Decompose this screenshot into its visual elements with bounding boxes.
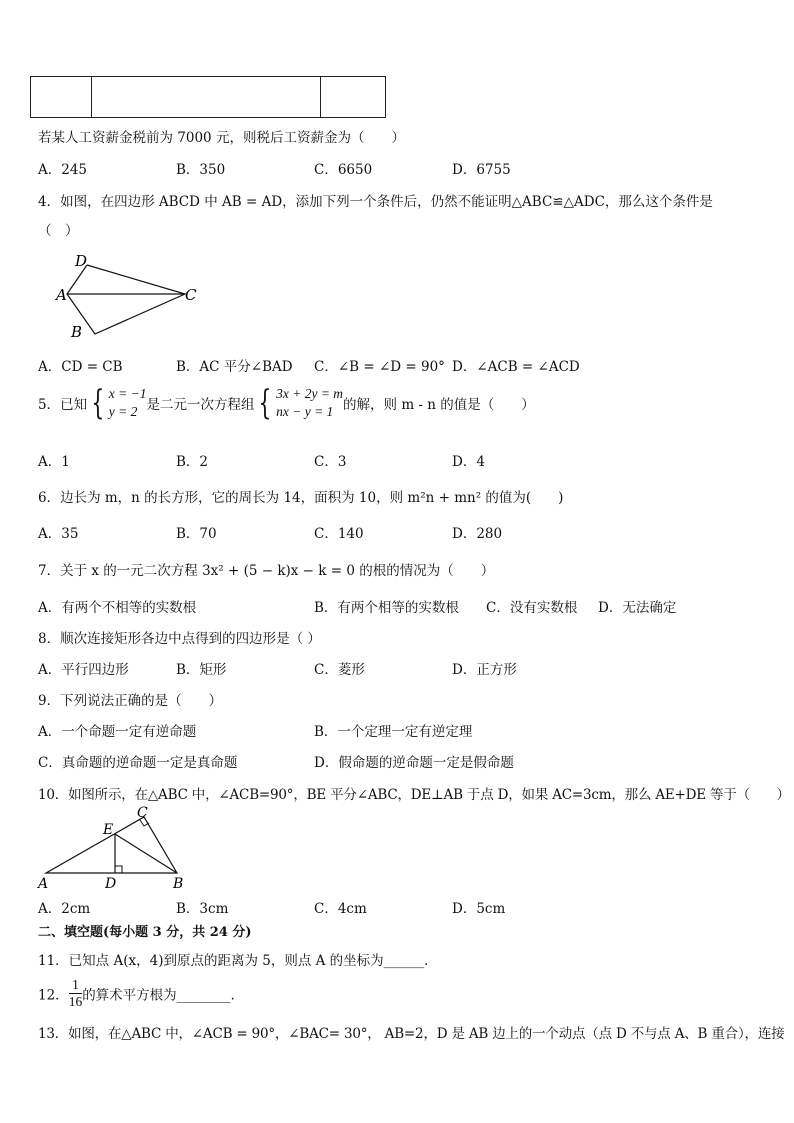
q10-option-d: D．5cm <box>452 901 506 917</box>
q12-suffix: 的算术平方根为________． <box>82 987 245 1004</box>
q8-option-b: B．矩形 <box>176 662 227 678</box>
q5-prefix: 5．已知 <box>38 397 88 413</box>
system-line: y = 2 <box>108 404 138 419</box>
left-brace: { <box>91 383 105 423</box>
q7-option-a: A．有两个不相等的实数根 <box>38 600 197 616</box>
q3-option-d: D．6755 <box>452 162 511 178</box>
q5-solution-system <box>109 385 147 421</box>
q7-option-b: B．有两个相等的实数根 <box>314 600 459 616</box>
q9-option-c: C．真命题的逆命题一定是真命题 <box>38 755 238 771</box>
q9-option-b: B．一个定理一定有逆定理 <box>314 724 473 740</box>
q3-option-c: C．6650 <box>314 162 373 178</box>
q7-stem: 7．关于 x 的一元二次方程 3x² + (5 − k)x − k = 0 的根的情况为（ ） <box>38 563 495 579</box>
q11-stem: 11．已知点 A(x，4)到原点的距离为 5，则点 A 的坐标为______． <box>38 953 438 969</box>
q9-option-d: D．假命题的逆命题一定是假命题 <box>314 755 514 771</box>
system-line: 3x + 2y = m <box>276 386 344 401</box>
q5-option-a: A．1 <box>38 454 70 470</box>
table-cell <box>92 77 321 118</box>
q10-option-c: C．4cm <box>314 901 367 917</box>
q5-stem <box>38 385 535 421</box>
system-line: nx − y = 1 <box>276 404 334 419</box>
tax-table-fragment <box>30 76 386 118</box>
label-d: D <box>75 252 88 270</box>
label-b: B <box>173 876 184 892</box>
q7-option-c: C．没有实数根 <box>486 600 578 616</box>
fraction-numerator: 1 <box>69 977 83 994</box>
q12-stem <box>38 977 244 1010</box>
q4-stem-cont: （ ） <box>38 223 79 239</box>
q3-stem: 若某人工资薪金税前为 7000 元，则税后工资薪金为（ ） <box>38 130 405 146</box>
q4-option-d: D．∠ACB = ∠ACD <box>452 359 580 375</box>
label-a: A <box>38 876 49 892</box>
quadrilateral-figure <box>55 248 215 344</box>
label-a: A <box>56 286 67 304</box>
q6-option-b: B．70 <box>176 526 217 542</box>
q6-option-a: A．35 <box>38 526 79 542</box>
label-e: E <box>103 822 114 838</box>
q9-stem: 9．下列说法正确的是（ ） <box>38 693 223 709</box>
q5-equation-system <box>276 385 343 421</box>
q4-option-b: B．AC 平分∠BAD <box>176 359 293 375</box>
q5-middle: 是二元一次方程组 <box>146 397 255 413</box>
section-heading: 二、填空题(每小题 3 分，共 24 分) <box>38 925 252 940</box>
system-line: x = −1 <box>108 386 147 401</box>
q8-option-a: A．平行四边形 <box>38 662 129 678</box>
label-c: C <box>137 805 148 821</box>
table-cell <box>31 77 92 118</box>
fraction <box>69 977 83 1010</box>
q10-option-a: A．2cm <box>38 901 91 917</box>
left-brace: { <box>258 383 272 423</box>
q7-option-d: D．无法确定 <box>598 600 677 616</box>
q12-prefix: 12． <box>38 987 69 1004</box>
q13-stem: 13．如图，在△ABC 中，∠ACB = 90°，∠BAC= 30°， AB=2，D 是 AB 边上的一个动点（点 D 不与点 A、B 重合），连接 <box>38 1026 785 1042</box>
q3-option-b: B．350 <box>176 162 226 178</box>
q5-option-d: D．4 <box>452 454 485 470</box>
q8-stem: 8．顺次连接矩形各边中点得到的四边形是（ ） <box>38 631 321 647</box>
q9-option-a: A．一个命题一定有逆命题 <box>38 724 197 740</box>
q4-option-c: C．∠B = ∠D = 90° <box>314 359 445 375</box>
q5-option-b: B．2 <box>176 454 209 470</box>
fraction-denominator: 16 <box>68 994 83 1009</box>
q6-stem: 6．边长为 m，n 的长方形，它的周长为 14，面积为 10，则 m²n + mn² 的值为( ) <box>38 490 564 506</box>
q5-option-c: C．3 <box>314 454 347 470</box>
right-triangle-figure <box>32 804 192 892</box>
q10-option-b: B．3cm <box>176 901 229 917</box>
q5-suffix: 的解，则 m - n 的值是（ ） <box>343 397 535 413</box>
label-d: D <box>105 876 117 892</box>
q6-option-d: D．280 <box>452 526 503 542</box>
table-cell <box>321 77 386 118</box>
q8-option-c: C．菱形 <box>314 662 365 678</box>
label-b: B <box>71 323 83 341</box>
q8-option-d: D．正方形 <box>452 662 517 678</box>
q6-option-c: C．140 <box>314 526 364 542</box>
label-c: C <box>185 286 197 304</box>
q4-stem: 4．如图，在四边形 ABCD 中 AB = AD，添加下列一个条件后，仍然不能证明△ABC≌△ADC，那么这个条件是 <box>38 194 713 210</box>
q3-option-a: A．245 <box>38 162 88 178</box>
q4-option-a: A．CD = CB <box>38 359 123 375</box>
q10-stem: 10．如图所示，在△ABC 中，∠ACB=90°，BE 平分∠ABC，DE⊥AB 于点 D，如果 AC=3cm，那么 AE+DE 等于（ ） <box>38 787 790 803</box>
